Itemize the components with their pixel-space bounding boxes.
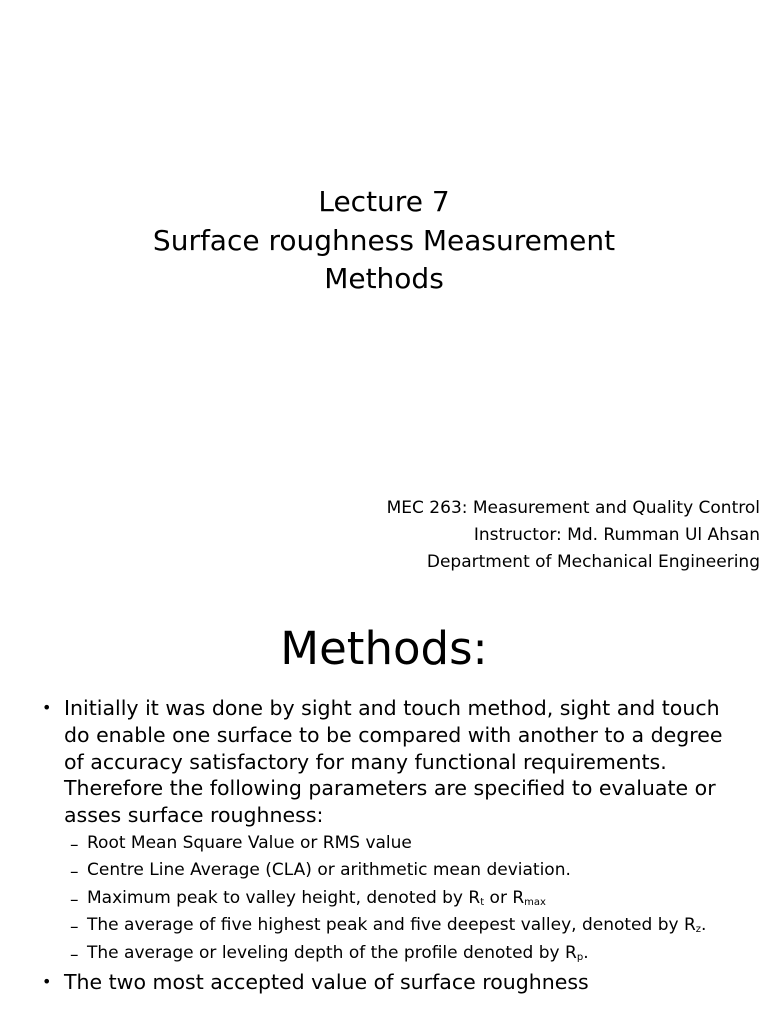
subscript: max — [524, 896, 546, 908]
bullet-list — [0, 695, 768, 996]
sub-bullet-item — [64, 832, 738, 855]
sub-bullet-item — [64, 914, 738, 937]
slide-subtitle — [160, 495, 760, 576]
dash-marker: – — [70, 917, 79, 938]
subscript: p — [576, 951, 584, 963]
methods-slide — [0, 595, 768, 1024]
instructor-line: Instructor: Md. Rumman Ul Ahsan — [473, 525, 760, 545]
title-line-1: Lecture 7 — [318, 185, 450, 218]
bullet-marker: • — [42, 972, 52, 992]
sub-bullet-item — [64, 942, 738, 965]
sub-bullet-text: The average or leveling depth of the profile denoted by R — [87, 942, 577, 963]
dash-marker: – — [70, 834, 79, 855]
dash-marker: – — [70, 944, 79, 965]
bullet-text: The two most accepted value of surface roughness — [64, 970, 589, 995]
sub-bullet-text: The average of five highest peak and five deepest valley, denoted by R — [87, 915, 696, 936]
sub-bullet-item — [64, 887, 738, 910]
title-line-2: Surface roughness Measurement — [152, 223, 616, 257]
sub-bullet-text: . — [701, 915, 707, 936]
slide-title — [0, 183, 768, 299]
dash-marker: – — [70, 889, 79, 910]
subscript: t — [480, 896, 485, 908]
sub-bullet-text: Root Mean Square Value or RMS value — [87, 832, 412, 853]
sub-bullet-item — [64, 859, 738, 882]
sub-bullet-list — [64, 832, 738, 965]
bullet-text: Initially it was done by sight and touch method, sight and touch do enable one surface to be compared with another to a degree of accuracy satisfactory for many functional requirements. Therefore the following parameters are specified to evaluate or asses surface roughness: — [64, 696, 723, 828]
sub-bullet-text: or R — [484, 887, 525, 908]
sub-bullet-text: Centre Line Average (CLA) or arithmetic mean deviation. — [87, 860, 571, 881]
title-line-3: Methods — [324, 262, 444, 295]
sub-bullet-text: Maximum peak to valley height, denoted by R — [87, 887, 481, 908]
department-line: Department of Mechanical Engineering — [426, 552, 760, 572]
dash-marker: – — [70, 862, 79, 883]
bullet-item — [0, 969, 768, 996]
bullet-marker: • — [42, 698, 52, 717]
methods-heading: Methods: — [280, 622, 488, 675]
bullet-item — [0, 695, 768, 964]
course-line: MEC 263: Measurement and Quality Control — [386, 498, 760, 518]
sub-bullet-text: . — [583, 942, 589, 963]
subscript: z — [695, 924, 702, 936]
